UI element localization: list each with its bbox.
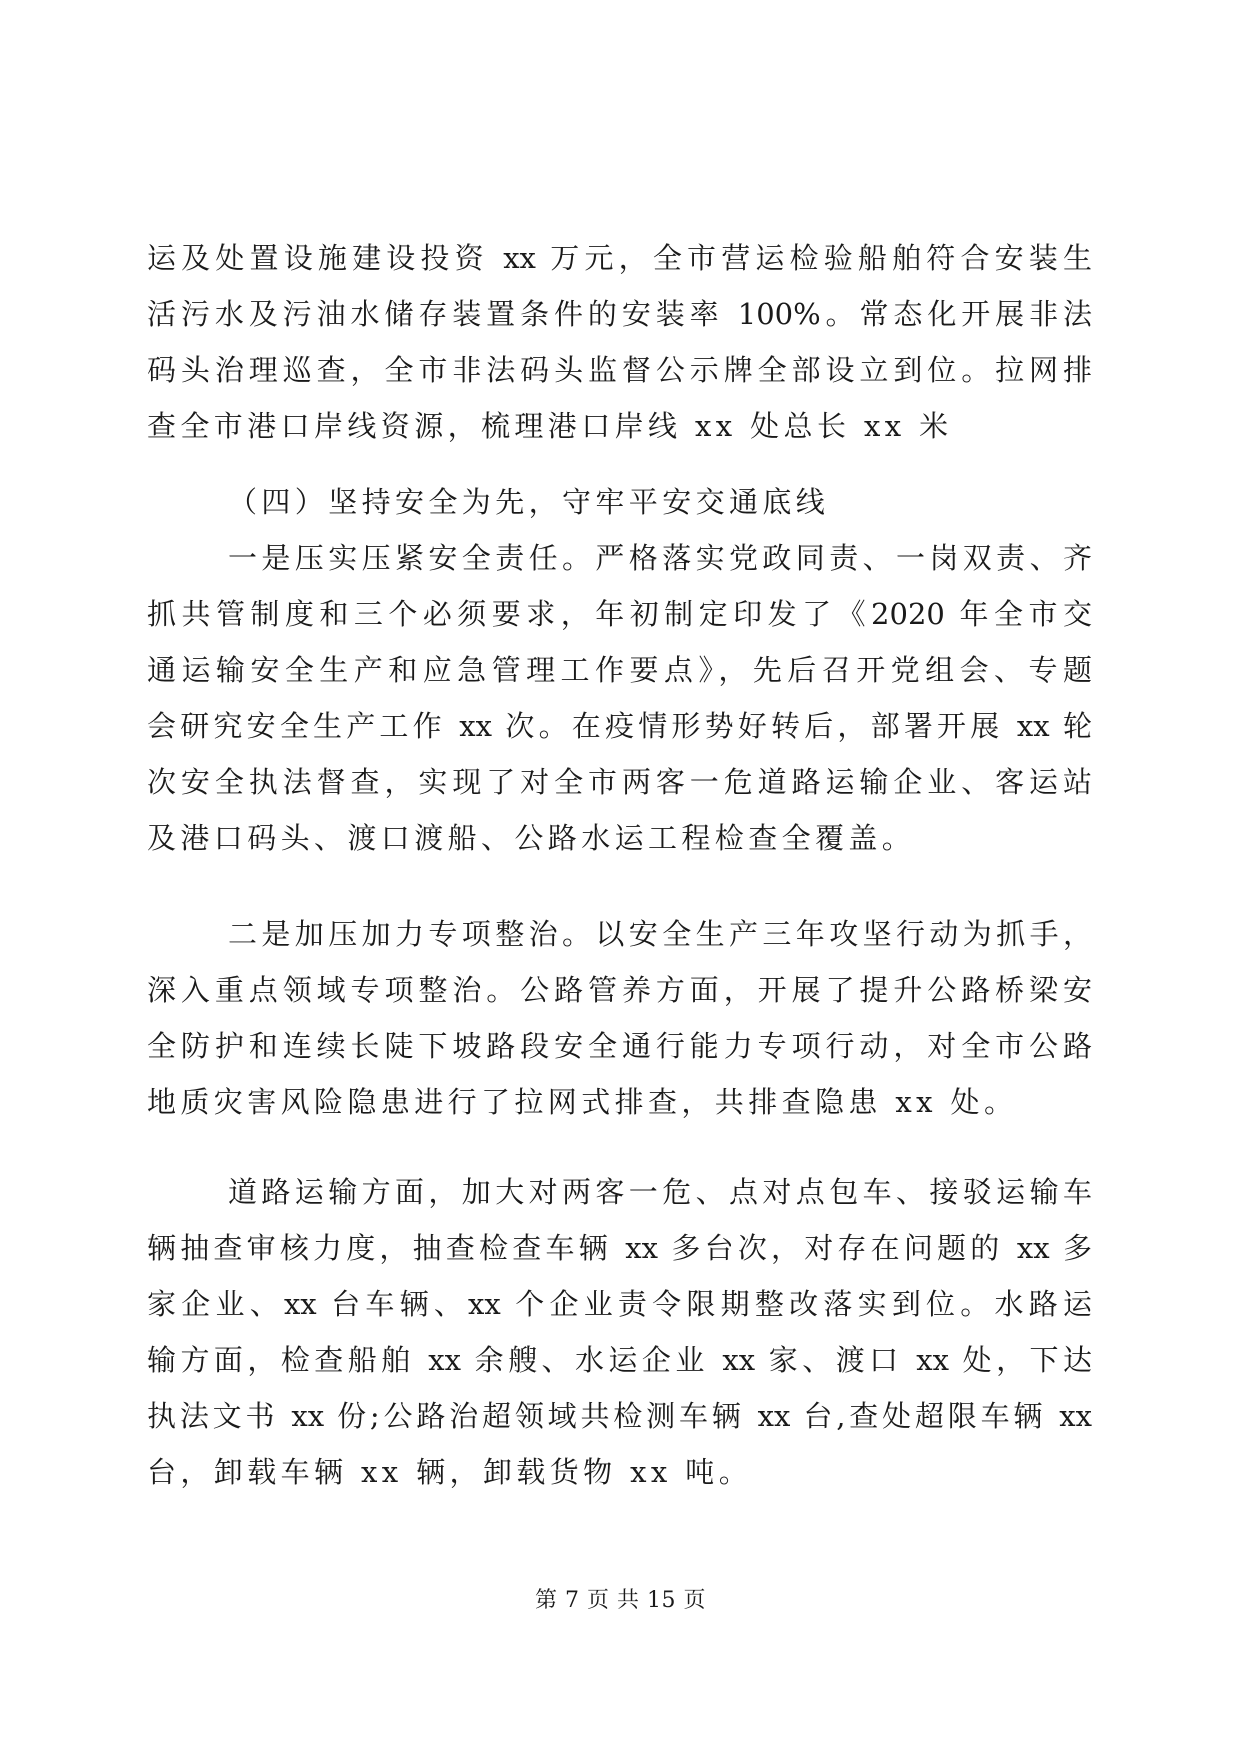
- paragraph-line: 活污水及污油水储存装置条件的安装率 100%。常态化开展非法: [147, 297, 1092, 331]
- paragraph-line: 深入重点领域专项整治。公路管养方面，开展了提升公路桥梁安: [147, 973, 1092, 1007]
- paragraph-line: 及港口码头、渡口渡船、公路水运工程检查全覆盖。: [147, 821, 916, 855]
- paragraph-line: 家企业、xx 台车辆、xx 个企业责令限期整改落实到位。水路运: [147, 1287, 1092, 1321]
- paragraph-line: 次安全执法督查，实现了对全市两客一危道路运输企业、客运站: [147, 765, 1092, 799]
- paragraph-line: 查全市港口岸线资源，梳理港口岸线 xx 处总长 xx 米: [147, 409, 953, 443]
- paragraph-line: 辆抽查审核力度，抽查检查车辆 xx 多台次，对存在问题的 xx 多: [147, 1231, 1092, 1265]
- paragraph-line: 执法文书 xx 份;公路治超领域共检测车辆 xx 台,查处超限车辆 xx: [147, 1399, 1092, 1433]
- paragraph-line: 输方面，检查船舶 xx 余艘、水运企业 xx 家、渡口 xx 处，下达: [147, 1343, 1092, 1377]
- paragraph-line: 地质灾害风险隐患进行了拉网式排查，共排查隐患 xx 处。: [147, 1085, 1018, 1119]
- section-heading: （四）坚持安全为先，守牢平安交通底线: [228, 485, 830, 519]
- paragraph-line: 会研究安全生产工作 xx 次。在疫情形势好转后，部署开展 xx 轮: [147, 709, 1092, 743]
- paragraph-line: 运及处置设施建设投资 xx 万元，全市营运检验船舶符合安装生: [147, 241, 1092, 275]
- paragraph-line: 通运输安全生产和应急管理工作要点》，先后召开党组会、专题: [147, 653, 1092, 687]
- paragraph-line: 抓共管制度和三个必须要求，年初制定印发了《2020 年全市交: [147, 597, 1092, 631]
- page-number-footer: 第 7 页 共 15 页: [535, 1588, 706, 1613]
- paragraph-line: 码头治理巡查，全市非法码头监督公示牌全部设立到位。拉网排: [147, 353, 1092, 387]
- paragraph-line: 一是压实压紧安全责任。严格落实党政同责、一岗双责、齐: [228, 541, 1092, 575]
- paragraph-line: 全防护和连续长陡下坡路段安全通行能力专项行动，对全市公路: [147, 1029, 1092, 1063]
- paragraph-line: 道路运输方面，加大对两客一危、点对点包车、接驳运输车: [228, 1175, 1092, 1209]
- paragraph-line: 台，卸载车辆 xx 辆，卸载货物 xx 吨。: [147, 1455, 753, 1489]
- paragraph-line: 二是加压加力专项整治。以安全生产三年攻坚行动为抓手，: [228, 917, 1092, 951]
